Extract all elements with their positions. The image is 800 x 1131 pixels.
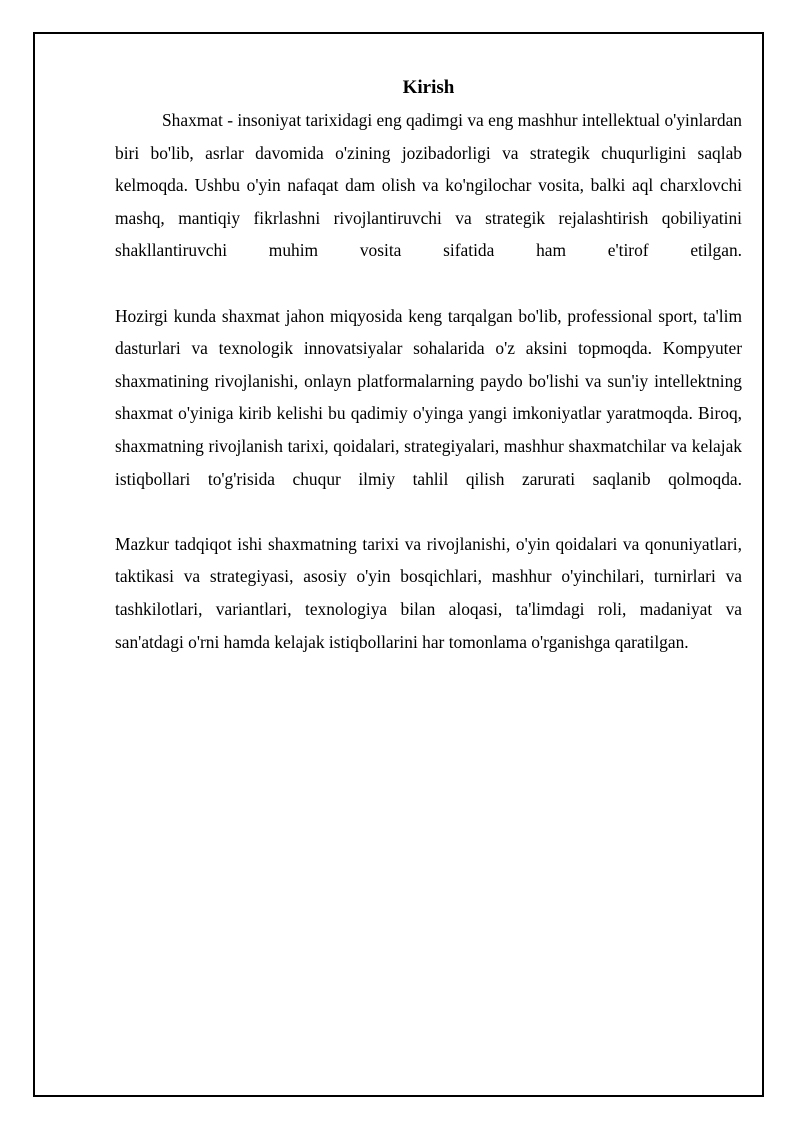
paragraph-gap: [115, 267, 742, 300]
document-body: [115, 72, 742, 658]
paragraph-2: Hozirgi kunda shaxmat jahon miqyosida keng tarqalgan bo'lib, professional sport, ta'lim dasturlari va texnologik innovatsiyalar sohalarida o'z aksini topmoqda. Kompyuter shaxmatining rivojlanishi, onlayn platformalarning paydo bo'lishi va sun'iy intellektning shaxmat o'yiniga kirib kelishi bu qadimiy o'yinga yangi imkoniyatlar yaratmoqda. Biroq, shaxmatning rivojlanish tarixi, qoidalari, strategiyalari, mashhur shaxmatchilar va kelajak istiqbollari to'g'risida chuqur ilmiy tahlil qilish zarurati saqlanib qolmoqda.: [115, 305, 742, 489]
paragraph-gap: [115, 495, 742, 528]
page-title: Kirish: [402, 77, 455, 98]
paragraph-3: Mazkur tadqiqot ishi shaxmatning tarixi va rivojlanishi, o'yin qoidalari va qonuniyatlari, taktikasi va strategiyasi, asosiy o'yin bosqichlari, mashhur o'yinchilari, turnirlari va tashkilotlari, variantlari, texnologiya bilan aloqasi, ta'limdagi roli, madaniyat va san'atdagi o'rni hamda kelajak istiqbollarini har tomonlama o'rganishga qaratilgan.: [115, 533, 742, 652]
paragraph-1: Shaxmat - insoniyat tarixidagi eng qadimgi va eng mashhur intellektual o'yinlardan biri bo'lib, asrlar davomida o'zining jozibadorligi va strategik chuqurligini saqlab kelmoqda. Ushbu o'yin nafaqat dam olish va ko'ngilochar vosita, balki aql charxlovchi mashq, mantiqiy fikrlashni rivojlantiruvchi va strategik rejalashtirish qobiliyatini shakllantiruvchi muhim vosita sifatida ham e'tirof etilgan.: [115, 110, 742, 261]
